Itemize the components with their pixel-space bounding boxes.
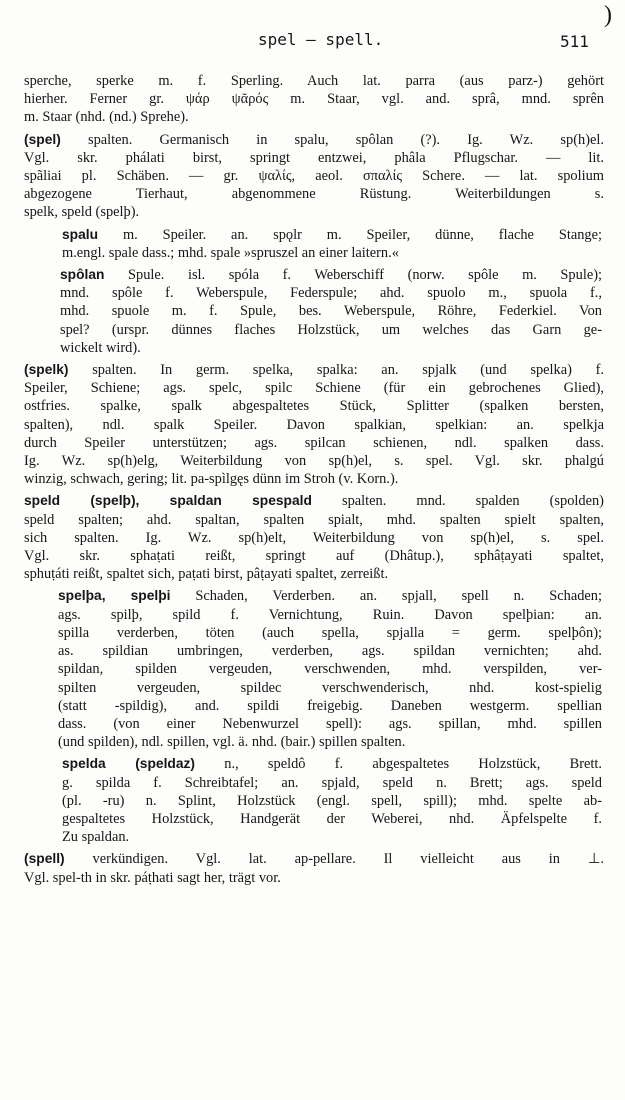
entry-text: verkündigen. Vgl. lat. ap-pellare. Il vielleicht aus in ⊥. [92,851,604,868]
entry-line: dass. (von einer Nebenwurzel spell): ags. spillan, mhd. spillen [58,715,602,732]
entry-line: spãliai pl. Schäben. — gr. ψαλίς, aeol. σπαλίς Schere. — lat. spolium [24,168,604,185]
entry-line: sperche, sperke m. f. Sperling. Auch lat. parra (aus parz-) gehört [24,73,604,89]
entry-text: Spule. isl. spóla f. Weberschiff (norw. spôle m. Spule); [128,267,602,284]
entry-line: ags. spilþ, spild f. Vernichtung, Ruin. Davon spelþian: an. [58,606,602,623]
entry-line: sphuṭáti reißt, spaltet sich, paṭati birst, pâṭayati spaltet, zerreißt. [24,566,389,583]
entry-line: (und spilden), ndl. spillen, vgl. ä. nhd. (bair.) spillen spalten. [58,734,406,751]
entry-line: Speiler, Schiene; ags. spelc, spilc Schiene (für ein gebrochenes Glied), [24,380,604,397]
entry-line: spelk, speld (spelþ). [24,204,140,221]
entry-line [24,492,604,510]
entry-headword: spelþa, spelþi [58,588,171,604]
entry-line: m.engl. spale dass.; mhd. spale »spruszel an einer laitern.« [62,244,399,261]
entry-line: spel? (urspr. dünnes flaches Holzstück, um welches das Garn ge- [60,321,602,338]
entry-line: gespaltetes Holzstück, Handgerät der Weberei, nhd. Äpfelspelte f. [62,810,602,827]
entry-text: spalten. mnd. spalden (spolden) [341,493,604,510]
entry-line: hierher. Ferner gr. ψάρ ψᾶρός m. Staar, vgl. and. sprâ, mnd. sprên [24,91,604,108]
entry-text: m. Speiler. an. spǫlr m. Speiler, dünne, flache Stange; [122,226,602,243]
entry-line [62,226,602,244]
entry-line: Zu spaldan. [62,829,130,846]
running-header [0,2,625,56]
entry-line: Vgl. skr. sphaṭati reißt, springt auf (Dhâtup.), sphâṭayati spaltet, [24,548,604,565]
entry-line: spildan, spilden vergeuden, verschwenden, mhd. verspilden, ver- [58,661,602,678]
entry-line: g. spilda f. Schreibtafel; an. spjald, speld n. Brett; ags. speld [62,774,602,791]
entry-line: speld spalten; ahd. spaltan, spalten spialt, mhd. spalten spielt spalten, [24,511,604,528]
entry-line [60,266,602,284]
entry-line [24,361,604,379]
corner-mark: ) [604,2,612,28]
entry-line: spalten), ndl. spalk Speiler. Davon spalkian, spelkian: an. spelkja [24,416,604,433]
entry-line: mnd. spôle f. Weberspule, Federspule; ahd. spuolo m., spuola f., [60,285,602,302]
entry-line: as. spildian umbringen, verderben, ags. spildan vernichten; ahd. [58,643,602,660]
entry-headword: (spell) [24,851,65,867]
entry-headword: (spelk) [24,362,69,378]
entry-line: winzig, schwach, gering; lit. pa-spìlgęs dünn im Stroh (v. Korn.). [24,471,399,488]
dictionary-entry [62,755,602,846]
entry-line: spilla verderben, töten (auch spella, spjalla = germ. spelþôn); [58,624,602,641]
dictionary-entry [24,72,604,127]
entry-line [62,755,602,773]
entry-headword: (spel) [24,131,61,147]
entry-text: n., speldô f. abgespaltetes Holzstück, Brett. [224,756,602,773]
entry-line [58,587,602,605]
dictionary-entry [60,266,602,357]
entry-text: spalten. Germanisch in spalu, spôlan (?). Ig. Wz. sp(h)el. [87,131,604,148]
entry-line: Vgl. spel-th in skr. páṭhati sagt her, trägt vor. [24,869,281,886]
entry-line: Vgl. skr. phálati birst, springt entzwei, phâla Pflugschar. — lit. [24,149,604,166]
dictionary-entry [62,226,602,262]
page-number: 511 [560,32,589,51]
entry-line: (statt -spildig), and. spildi freigebig. Daneben westgerm. spellian [58,697,602,714]
entries-list [0,72,625,891]
dictionary-entry [24,361,604,488]
entry-headword: speld (spelþ), spaldan spespald [24,493,312,509]
entry-line: abgezogene Tierhaut, abgenommene Rüstung. Weiterbildungen s. [24,186,604,203]
dictionary-entry [24,131,604,222]
entry-text: spalten. In germ. spelka, spalka: an. spjalk (und spelka) f. [92,362,604,379]
entry-line: sich spalten. Ig. Wz. sp(h)elt, Weiterbildung von sp(h)el, s. spel. [24,529,604,546]
entry-headword: spelda (speldaz) [62,756,196,772]
entry-line: spilten vergeuden, spildec verschwenderisch, nhd. kost-spielig [58,679,602,696]
entry-headword: spôlan [60,267,105,283]
entry-line: m. Staar (nhd. (nd.) Sprehe). [24,109,189,126]
entry-line [24,131,604,149]
entry-line: (pl. -ru) n. Splint, Holzstück (engl. spell, spill); mhd. spelte ab- [62,792,602,809]
dictionary-entry [24,850,604,886]
entry-line: Ig. Wz. sp(h)elg, Weiterbildung von sp(h)el, s. spel. Vgl. skr. phalgú [24,453,604,470]
dictionary-entry [58,587,602,751]
entry-line: mhd. spuole m. f. Spule, bes. Weberspule, Röhre, Federkiel. Von [60,303,602,320]
entry-line: durch Speiler unterstützen; ags. spilcan schienen, ndl. spalken dass. [24,434,604,451]
entry-line: wickelt wird). [60,339,141,356]
dictionary-entry [24,492,604,583]
entry-headword: spalu [62,226,99,242]
header-title: spel — spell. [258,30,384,49]
entry-text: Schaden, Verderben. an. spjall, spell n. Schaden; [195,588,602,605]
entry-line [24,850,604,868]
entry-line: ostfries. spalke, spalk abgespaltetes Stück, Splitter (spalken bersten, [24,398,604,415]
